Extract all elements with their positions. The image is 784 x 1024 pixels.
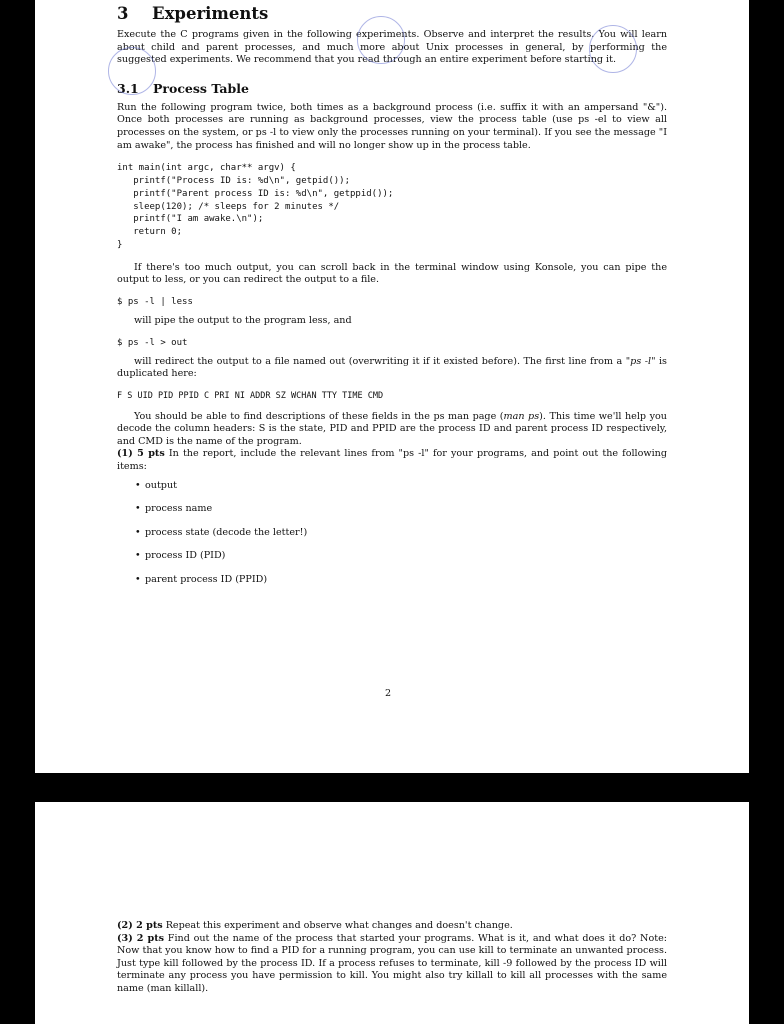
subsection-heading xyxy=(117,81,667,96)
list-item: • process state (decode the letter!) xyxy=(135,527,667,539)
question-1-label: (1) 5 pts xyxy=(117,448,165,460)
instructions-paragraph: Run the following program twice, both times as a background process (i.e. suffix it with an ampersand "&"). Once both processes are running as background processes, view the process table (use ps -el to view all processes on the system, or ps -l to view only the processes running on your terminal). If you see the message "I am awake", the process has finished and will no longer show up in the process table. xyxy=(117,101,667,151)
section-title: Experiments xyxy=(152,4,269,23)
list-item: • output xyxy=(135,480,667,492)
subsection-number: 3.1 xyxy=(117,80,139,96)
output-paragraph: If there's too much output, you can scroll back in the terminal window using Konsole, you can pipe the output to less, or you can redirect the output to a file. xyxy=(117,261,667,286)
list-item: • process name xyxy=(135,503,667,515)
document-page-1 xyxy=(35,0,749,773)
page-2-content xyxy=(117,920,667,996)
question-1: (1) 5 pts In the report, include the relevant lines from "ps -l" for your programs, and point out the following items: xyxy=(117,448,667,473)
items-list xyxy=(117,480,667,586)
intro-paragraph: Execute the C programs given in the following experiments. Observe and interpret the results. You will learn about child and parent processes, and much more about Unix processes in general, by performing the suggested experiments. We recommend that you read through an entire experiment before starting it. xyxy=(117,29,667,66)
man-ps-emphasis: man ps xyxy=(503,410,540,422)
question-3-label: (3) 2 pts xyxy=(117,932,165,944)
question-2-label: (2) 2 pts xyxy=(117,920,163,931)
subsection-title: Process Table xyxy=(153,80,249,96)
page-number: 2 xyxy=(385,688,392,699)
pipe-command: $ ps -l | less xyxy=(117,296,193,307)
section-number: 3 xyxy=(117,4,129,23)
decode-paragraph: You should be able to find descriptions of these fields in the ps man page (man ps). This time we'll help you decode the column headers: S is the state, PID and PPID are the process ID and parent process ID respectively, and CMD is the name of the program. xyxy=(117,410,667,447)
section-heading xyxy=(117,4,667,23)
redirect-command: $ ps -l > out xyxy=(117,337,188,348)
ps-header-line: F S UID PID PPID C PRI NI ADDR SZ WCHAN TTY TIME CMD xyxy=(117,390,384,401)
redirect-explanation: will redirect the output to a file named out (overwriting it if it existed before). The first line from a "ps -l" is duplicated here: xyxy=(117,355,667,380)
ps-l-emphasis: ps -l xyxy=(630,355,652,367)
list-item: • parent process ID (PPID) xyxy=(135,574,667,586)
question-2: (2) 2 pts Repeat this experiment and observe what changes and doesn't change. xyxy=(117,920,513,931)
pipe-explanation: will pipe the output to the program less, and xyxy=(134,314,352,326)
document-page-2 xyxy=(35,802,749,1024)
list-item: • process ID (PID) xyxy=(135,550,667,562)
code-listing: int main(int argc, char** argv) { printf("Process ID is: %d\n", getpid()); printf("Parent process ID is: %d\n", getppid()); sleep(120); /* sleeps for 2 minutes */ printf("I am awake.\n"); return 0; } xyxy=(117,163,394,250)
page-1-content xyxy=(117,4,667,597)
question-3: (3) 2 pts Find out the name of the process that started your programs. What is it, and what does it do? Note: Now that you know how to find a PID for a running program, you can use kill to terminate an unwanted process. Just type kill followed by the process ID. If a process refuses to terminate, kill -9 followed by the process ID will terminate any process you have permission to kill. You might also try killall to kill all processes with the same name (man killall). xyxy=(117,932,667,994)
